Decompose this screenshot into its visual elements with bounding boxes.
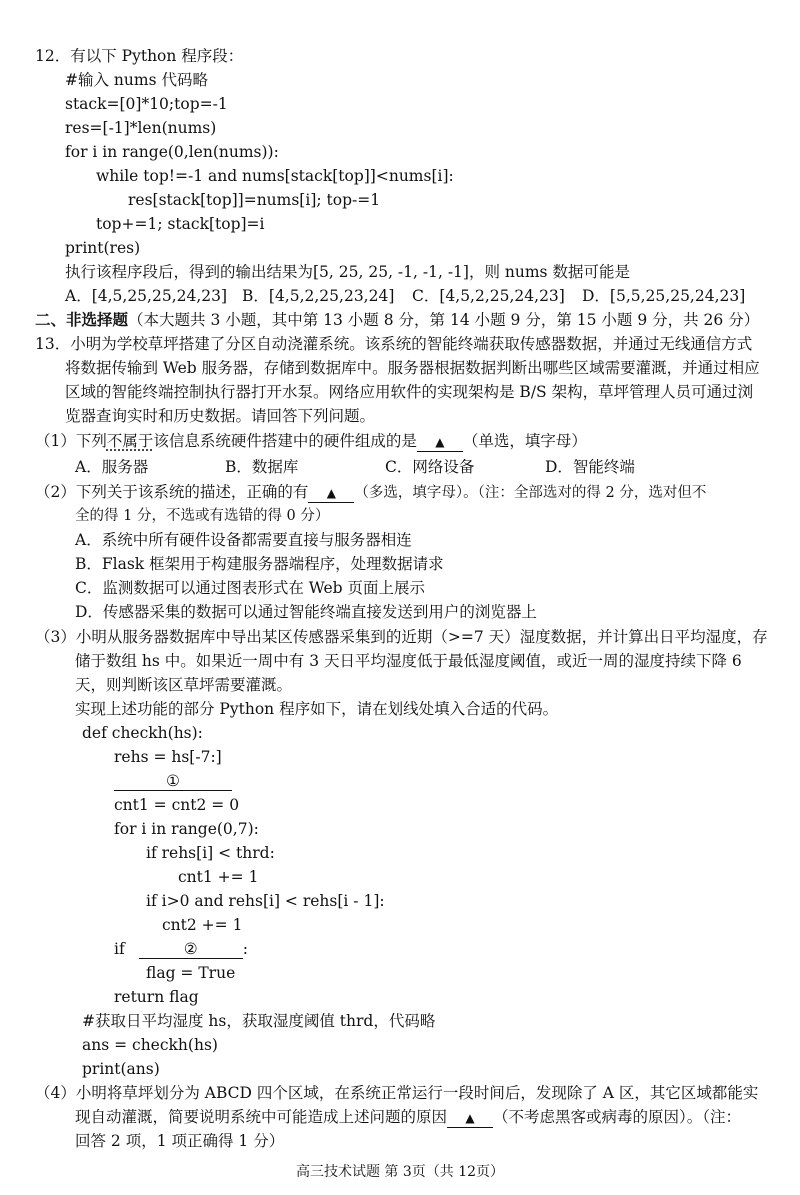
q13-p1-emphasis: 不属于 [106,432,154,450]
q12-option-b: B．[4,5,2,25,23,24] [242,287,395,305]
code-blank-1-line [114,771,232,791]
code-blank-1[interactable] [114,772,232,791]
q12-question: 执行该程序段后，得到的输出结果为[5, 25, 25, -1, -1, -1]，则 nums 数据可能是 [65,263,630,281]
p3-code-if2: if i>0 and rehs[i] < rehs[i - 1]: [146,892,385,910]
p3-code-flag: flag = True [146,964,236,982]
q13-p4-line-3: 回答 2 项，1 项正确得 1 分） [75,1132,285,1150]
q12-code-line-8: print(res) [65,239,141,257]
q13-p1-tail: （单选，填字母） [462,432,587,450]
q13-p1-option-c: C．网络设备 [385,458,475,476]
q13-p2-tail2: 全的得 1 分，不选或有选错的得 0 分） [75,508,330,524]
page-footer: 高三技术试题 第 3页（共 12页） [295,1164,505,1180]
p3-code-ans: ans = checkh(hs) [82,1036,218,1054]
p3-code-def: def checkh(hs): [82,724,203,742]
p3-code-rehs: rehs = hs[-7:] [114,748,222,766]
q12-option-d: D．[5,5,25,25,24,23] [582,287,746,305]
q12-code-line-1: #输入 nums 代码略 [65,71,208,89]
q12-option-a: A．[4,5,25,25,24,23] [65,287,228,305]
circled-two: ② [183,940,198,958]
q13-p4-post: （不考虑黑客或病毒的原因）。（注： [493,1108,742,1126]
code-blank-2[interactable] [139,940,243,959]
q12-code-line-5: while top!=-1 and nums[stack[top]]<nums[i]: [96,167,454,185]
q13-p4-line-2 [75,1107,741,1128]
triangle-marker: ▲ [465,1111,475,1125]
q13-p2-pre: （2）下列关于该系统的描述，正确的有 [35,483,309,501]
triangle-marker: ▲ [435,435,445,449]
q13-intro-1: 13．小明为学校草坪搭建了分区自动浇灌系统。该系统的智能终端获取传感器数据，并通过无线通信方式 [35,335,753,353]
q13-p1-option-d: D．智能终端 [545,458,635,476]
q13-p1-pre: （1）下列 [35,432,107,450]
triangle-marker: ▲ [326,486,336,500]
q13-intro-4: 览器查询实时和历史数据。请回答下列问题。 [65,407,376,425]
q13-p2-option-a: A．系统中所有硬件设备都需要直接与服务器相连 [75,531,412,549]
q13-p3-line-4: 实现上述功能的部分 Python 程序如下，请在划线处填入合适的代码。 [75,700,559,718]
answer-blank-4[interactable] [447,1108,493,1128]
q12-code-line-2: stack=[0]*10;top=-1 [65,95,228,113]
q13-p2-tail: （多选，填字母）。（注：全部选对的得 2 分，选对但不 [354,485,707,501]
q13-p1-post: 该信息系统硬件搭建中的硬件组成的是 [153,432,417,450]
p3-code-cnt1: cnt1 += 1 [178,868,259,886]
section-title: 二、非选择题 [35,310,129,329]
q13-p2-option-b: B．Flask 框架用于构建服务器端程序，处理数据请求 [75,555,444,573]
q13-intro-2: 将数据传输到 Web 服务器，存储到数据库中。服务器根据数据判断出哪些区域需要灌溉，并通过相应 [65,359,760,377]
p3-code-for: for i in range(0,7): [114,820,259,838]
answer-blank-1[interactable] [417,432,463,452]
p3-code-cnt2: cnt2 += 1 [162,916,243,934]
q13-p3-line-1: （3）小明从服务器数据库中导出某区传感器采集到的近期（>=7 天）湿度数据，并计算出日平均湿度，存 [35,628,768,646]
q12-code-line-6: res[stack[top]]=nums[i]; top-=1 [128,191,381,209]
p3-code-if3: if [114,940,125,958]
q13-p4-pre: 现自动灌溉，简要说明系统中可能造成上述问题的原因 [75,1108,448,1126]
q12-code-line-7: top+=1; stack[top]=i [96,215,265,233]
q13-p1-option-b: B．数据库 [225,458,299,476]
section-header [35,310,759,330]
q13-p3-line-3: 天，则判断该区草坪需要灌溉。 [75,676,293,694]
q12-stem: 12．有以下 Python 程序段： [35,47,244,65]
q13-p2-option-c: C．监测数据可以通过图表形式在 Web 页面上展示 [75,579,425,597]
q12-option-c: C．[4,5,2,25,24,23] [412,287,565,305]
p3-code-colon: : [242,940,248,958]
answer-blank-2[interactable] [308,483,354,503]
q13-p2-option-d: D．传感器采集的数据可以通过智能终端直接发送到用户的浏览器上 [75,603,537,621]
q13-p3-line-2: 储于数组 hs 中。如果近一周中有 3 天日平均湿度低于最低湿度阈值，或近一周的湿度持续下降 6 [75,652,742,670]
p3-code-if1: if rehs[i] < thrd: [146,844,275,862]
section-desc: （本大题共 3 小题，其中第 13 小题 8 分，第 14 小题 9 分，第 15 小题 9 分，共 26 分） [128,311,760,329]
q13-intro-3: 区域的智能终端控制执行器打开水泵。网络应用软件的实现架构是 B/S 架构，草坪管理人员可通过浏 [65,383,754,401]
q13-p2-stem [35,482,706,503]
p3-code-return: return flag [114,988,199,1006]
q13-p4-line-1: （4）小明将草坪划分为 ABCD 四个区域，在系统正常运行一段时间后，发现除了 A 区，其它区域都能实 [35,1084,759,1102]
circled-one: ① [166,772,180,790]
p3-code-print: print(ans) [82,1060,160,1078]
p3-code-cnt: cnt1 = cnt2 = 0 [114,796,240,814]
code-blank-2-line [114,939,248,959]
q13-p1-stem [35,431,587,452]
q13-p1-option-a: A．服务器 [75,458,149,476]
q12-code-line-4: for i in range(0,len(nums)): [65,143,279,161]
q12-code-line-3: res=[-1]*len(nums) [65,119,217,137]
p3-code-comment: #获取日平均湿度 hs，获取湿度阈值 thrd，代码略 [82,1012,436,1030]
